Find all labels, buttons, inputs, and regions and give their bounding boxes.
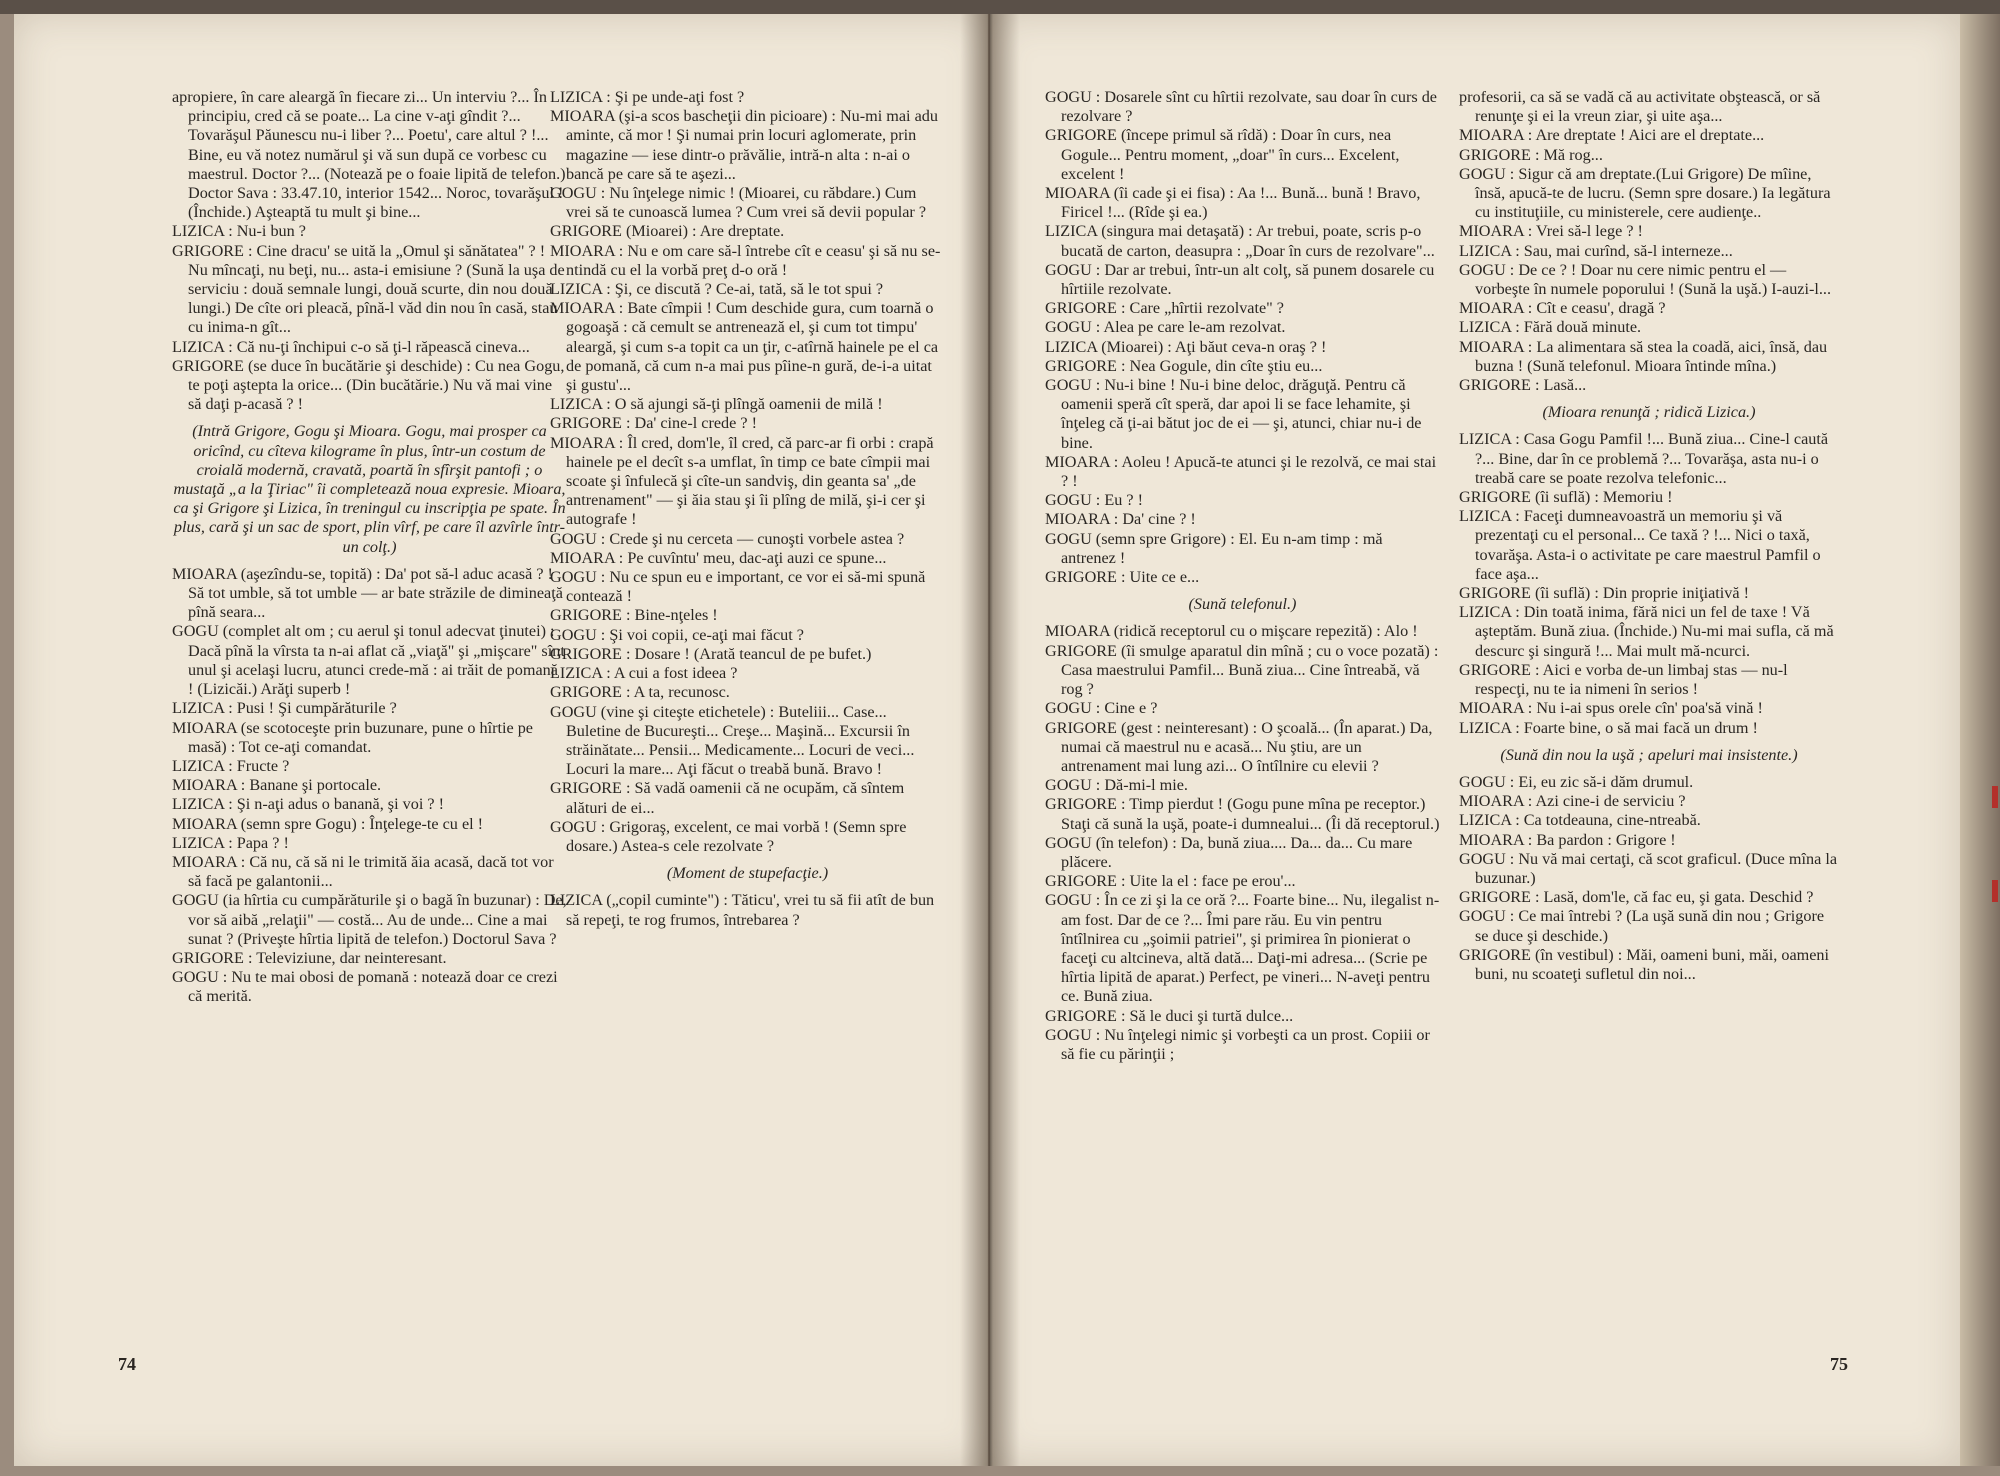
dialogue-line: LIZICA : Fără două minute.: [1459, 318, 1642, 337]
dialogue-line: GRIGORE : Lasă...: [1459, 376, 1587, 395]
dialogue-line: MIOARA : Bate cîmpii ! Cum deschide gura, cum toarnă o gogoaşă : că cemult se antrenează el, şi cum tot timpu' aleargă, şi cum s-a topit ca un ţir, c-atîrnă hainele pe el ca de pomană, că cum n-a mai pus pîine-n gură, de-i-a uitat şi gustu'...: [550, 299, 939, 395]
dialogue-line: GOGU : Alea pe care le-am rezolvat.: [1045, 318, 1286, 337]
dialogue-line: apropiere, în care aleargă în fiecare zi... Un interviu ?... În principiu, cred că se poate... La cine v-aţi gîndit ?... Tovarăşul Păunescu nu-i liber ?... Poetu', care altul ? !... Bine, eu vă notez numărul şi vă sun după ce vorbesc cu maestrul. Doctor ?... (Notează pe o foaie lipită de telefon.) Doctor Sava : 33.47.10, interior 1542... Noroc, tovarăşul ! (Închide.) Aşteaptă tu mult şi bine...: [172, 88, 566, 222]
dialogue-line: LIZICA : Că nu-ţi închipui c-o să ţi-l răpească cineva...: [172, 337, 530, 356]
dialogue-line: GOGU : Crede şi nu cerceta — cunoşti vorbele astea ?: [550, 529, 905, 548]
dialogue-line: GRIGORE : Cine dracu' se uită la „Omul şi sănătatea" ? ! Nu mîncaţi, nu beţi, nu... asta-i emisiune ? (Sună la uşa de serviciu : două semnale lungi, două scurte, din nou două lungi.) De cîte ori pleacă, pînă-l văd din nou în casă, stau cu inima-n gît...: [172, 241, 565, 337]
dialogue-line: MIOARA : Vrei să-l lege ? !: [1459, 222, 1643, 241]
dialogue-line: GOGU (complet alt om ; cu aerul şi tonul adecvat ţinutei) : Dacă pînă la vîrsta ta n-ai aflat că „viaţă" şi „mişcare" sînt unul şi acelaşi lucru, atunci crede-mă : ai trăit de pomană ! (Lizicăi.) Arăţi superb !: [172, 622, 565, 699]
dialogue-line: GOGU : Cine e ?: [1045, 699, 1158, 718]
dialogue-line: LIZICA : Ca totdeauna, cine-ntreabă.: [1459, 811, 1701, 830]
left-page-column-1: [172, 88, 567, 1007]
red-bookmark-mark: [1992, 786, 1998, 808]
dialogue-line: GOGU (în telefon) : Da, bună ziua.... Da... da... Cu mare plăcere.: [1045, 833, 1413, 871]
dialogue-line: GRIGORE : Da' cine-l crede ? !: [550, 414, 757, 433]
dialogue-line: GOGU : Eu ? !: [1045, 491, 1144, 510]
dialogue-line: MIOARA : Îl cred, dom'le, îl cred, că parc-ar fi orbi : crapă hainele pe el decît s-a umflat, în timp ce bate cîmpii mai scoate şi înfulecă şi cîte-un sandviş, din geanta sa' „de antrenament" — şi ăia stau şi îi plîng de milă, şi-i cer şi autografe !: [550, 433, 934, 529]
dialogue-line: GRIGORE : Mă rog...: [1459, 145, 1603, 164]
page-number-left: 74: [118, 1354, 136, 1374]
dialogue-line: GRIGORE : Televiziune, dar neinteresant.: [172, 948, 447, 967]
stage-direction: (Moment de stupefacţie.): [666, 864, 829, 883]
dialogue-line: GOGU : Dosarele sînt cu hîrtii rezolvate, sau doar în curs de rezolvare ?: [1045, 88, 1437, 126]
right-page-column-1: [1045, 88, 1440, 1064]
dialogue-line: GRIGORE : Uite ce e...: [1045, 568, 1200, 587]
dialogue-line: GRIGORE (îi suflă) : Din proprie iniţiativă !: [1459, 584, 1749, 603]
dialogue-line: GOGU : Nu ce spun eu e important, ce vor ei să-mi spună contează !: [550, 568, 926, 606]
dialogue-line: LIZICA : Şi, ce discută ? Ce-ai, tată, să le tot spui ?: [550, 280, 884, 299]
dialogue-line: MIOARA (ridică receptorul cu o mişcare repezită) : Alo !: [1045, 622, 1418, 641]
dialogue-line: GOGU : Ce mai întrebi ? (La uşă sună din nou ; Grigore se duce şi deschide.): [1459, 907, 1825, 945]
dialogue-line: GRIGORE (Mioarei) : Are dreptate.: [550, 222, 785, 241]
dialogue-line: LIZICA : O să ajungi să-ţi plîngă oamenii de milă !: [550, 395, 883, 414]
dialogue-line: GOGU : Nu înţelege nimic ! (Mioarei, cu răbdare.) Cum vrei să te cunoască lumea ? Cum vrei să devii popular ?: [550, 184, 927, 222]
dialogue-line: LIZICA : Nu-i bun ?: [172, 222, 306, 241]
dialogue-line: GRIGORE : Aici e vorba de-un limbaj stas — nu-l respecţi, nu te ia nimeni în serios !: [1459, 660, 1788, 699]
book-top-edge: [0, 0, 2000, 14]
dialogue-line: GOGU : Ei, eu zic să-i dăm drumul.: [1459, 772, 1694, 791]
dialogue-line: GOGU (ia hîrtia cu cumpărăturile şi o bagă în buzunar) : De, vor să aibă „relaţii" — costă... Au de unde... Cine a mai sunat ? (Priveşte hîrtia lipită de telefon.) Doctorul Sava ?: [172, 891, 567, 948]
dialogue-line: LIZICA : Din toată inima, fără nici un fel de taxe ! Vă aşteptăm. Bună ziua. (Închide.) Nu-mi mai sufla, că mă descurc şi singură !... Mai mult mă-ncurci.: [1459, 603, 1834, 660]
dialogue-line: GOGU : De ce ? ! Doar nu cere nimic pentru el — vorbeşte în numele poporului ! (Sună la uşă.) I-auzi-l...: [1459, 260, 1832, 299]
dialogue-line: GOGU : Sigur că am dreptate.(Lui Grigore) De mîine, însă, apucă-te de lucru. (Semn spre dosare.) Ia legătura cu instituţiile, cu ministerele, cere audienţe..: [1459, 164, 1831, 222]
dialogue-line: LIZICA : Faceţi dumneavoastră un memoriu şi vă prezentaţi cu el personal... Ce taxă ? !... Nici o taxă, tovarăşa. Asta-i o activitate pe care maestrul Pamfil o face aşa...: [1459, 507, 1821, 583]
dialogue-line: GRIGORE : A ta, recunosc.: [550, 683, 730, 702]
dialogue-line: MIOARA : La alimentara să stea la coadă, aici, însă, dau buzna ! (Sună telefonul. Mioara întinde mîna.): [1459, 337, 1828, 375]
dialogue-line: GOGU : Şi voi copii, ce-aţi mai făcut ?: [550, 625, 804, 644]
dialogue-line: GRIGORE : Dosare ! (Arată teancul de pe bufet.): [550, 644, 872, 663]
dialogue-line: GOGU : În ce zi şi la ce oră ?... Foarte bine... Nu, ilegalist n-am fost. Dar de ce ?... Îmi pare rău. Eu vin pentru întîlnirea cu „şoimii patriei", şi primirea în pionierat o faceţi cu altcineva, altă dată... Daţi-mi adresa... (Scrie pe hîrtia lipită de aparat.) Perfect, pe vineri... N-aveţi pentru ce. Bună ziua.: [1045, 891, 1440, 1006]
dialogue-line: GRIGORE : Timp pierdut ! (Gogu pune mîna pe receptor.) Staţi că sună la uşă, poate-i dumnealui... (Îi dă receptorul.): [1045, 795, 1440, 833]
dialogue-line: GOGU (semn spre Grigore) : El. Eu n-am timp : mă antrenez !: [1045, 529, 1383, 567]
dialogue-line: GRIGORE (începe primul să rîdă) : Doar în curs, nea Gogule... Pentru moment, „doar" în curs... Excelent, excelent !: [1045, 126, 1400, 183]
dialogue-line: GOGU : Nu te mai obosi de pomană : notează doar ce crezi că merită.: [172, 968, 558, 1006]
dialogue-line: LIZICA : Şi pe unde-aţi fost ?: [550, 88, 745, 106]
right-page-column-2: [1459, 88, 1839, 984]
red-bookmark-mark: [1992, 880, 1998, 902]
left-page-column-2: [550, 88, 945, 930]
dialogue-line: LIZICA : A cui a fost ideea ?: [550, 664, 738, 683]
dialogue-line: MIOARA (şi-a scos bascheţii din picioare) : Nu-mi mai adu aminte, că mor ! Şi numai prin locuri aglomerate, prin magazine — iese dintr-o prăvălie, intră-n alta : n-ai o bancă pe care să te aşezi...: [550, 107, 938, 183]
dialogue-line: MIOARA : Nu i-ai spus orele cîn' poa'să vină !: [1459, 699, 1763, 718]
dialogue-line: MIOARA : Că nu, că să ni le trimită ăia acasă, dacă tot vor să facă pe galantonii...: [172, 852, 554, 891]
dialogue-line: GRIGORE : Bine-nţeles !: [550, 606, 718, 625]
dialogue-line: MIOARA (semn spre Gogu) : Înţelege-te cu el !: [172, 814, 484, 833]
dialogue-line: LIZICA : Fructe ?: [172, 756, 290, 775]
dialogue-line: GRIGORE : Să vadă oamenii că ne ocupăm, că sîntem alături de ei...: [550, 779, 905, 817]
page-number-right: 75: [1830, 1354, 1848, 1374]
dialogue-line: GOGU : Nu vă mai certaţi, că scot graficul. (Duce mîna la buzunar.): [1459, 849, 1838, 887]
dialogue-line: MIOARA (îi cade şi ei fisa) : Aa !... Bună... bună ! Bravo, Firicel !... (Rîde şi ea.): [1045, 184, 1421, 222]
dialogue-line: GOGU : Grigoraş, excelent, ce mai vorbă ! (Semn spre dosare.) Astea-s cele rezolvate ?: [550, 817, 907, 855]
book-cover-edge: [1960, 14, 2000, 1466]
dialogue-line: MIOARA : Pe cuvîntu' meu, dac-aţi auzi ce spune...: [550, 548, 887, 567]
stage-direction: (Mioara renunţă ; ridică Lizica.): [1542, 403, 1756, 422]
dialogue-line: profesorii, ca să se vadă că au activitate obştească, or să renunţe şi ei la vreun ziar, şi uite aşa...: [1459, 88, 1821, 126]
dialogue-line: GOGU : Dar ar trebui, într-un alt colţ, să punem dosarele cu hîrtiile rezolvate.: [1045, 260, 1435, 299]
dialogue-line: GRIGORE (gest : neinteresant) : O şcoală... (În aparat.) Da, numai că maestrul nu e acasă... Nu ştiu, are un antrenament mai lung azi... O întîlnire cu elevii ?: [1045, 718, 1433, 775]
dialogue-line: MIOARA : Ba pardon : Grigore !: [1459, 830, 1676, 849]
dialogue-line: LIZICA : Casa Gogu Pamfil !... Bună ziua... Cine-l caută ?... Bine, dar în ce problemă ?... Tovarăşa, asta nu-i o treabă care se poate rezolva telefonic...: [1459, 430, 1829, 487]
dialogue-line: LIZICA : Sau, mai curînd, să-l interneze...: [1459, 241, 1733, 260]
dialogue-line: LIZICA (singura mai detaşată) : Ar trebui, poate, scris p-o bucată de carton, deasupra : „Doar în curs de rezolvare"...: [1045, 222, 1435, 260]
book-gutter: [960, 14, 1020, 1466]
dialogue-line: MIOARA : Azi cine-i de serviciu ?: [1459, 792, 1686, 811]
stage-direction: (Intră Grigore, Gogu şi Mioara. Gogu, mai prosper ca oricînd, cu cîteva kilograme în plus, într-un costum de croială modernă, cravată, poartă în sfîrşit pantofi ; o mustaţă „a la Ţiriac" îi completează noua expresie. Mioara, ca şi Grigore şi Lizica, în treningul cu inscripţia pe spate. În plus, cară şi un sac de sport, plin vîrf, pe care îl azvîrle într-un colţ.): [173, 422, 566, 556]
dialogue-line: LIZICA : Şi n-aţi adus o banană, şi voi ? !: [172, 795, 444, 814]
stage-direction: (Sună telefonul.): [1188, 595, 1297, 614]
dialogue-line: MIOARA : Are dreptate ! Aici are el dreptate...: [1459, 126, 1765, 145]
dialogue-line: MIOARA : Nu e om care să-l întrebe cît e ceasu' şi să nu se-ntindă cu el la vorbă preţ d-o oră !: [550, 241, 941, 279]
dialogue-line: MIOARA : Aoleu ! Apucă-te atunci şi le rezolvă, ce mai stai ? !: [1045, 452, 1437, 491]
dialogue-line: LIZICA („copil cuminte") : Tăticu', vrei tu să fii atît de bun să repeţi, te rog frumos, întrebarea ?: [550, 891, 935, 929]
dialogue-line: MIOARA (se scotoceşte prin buzunare, pune o hîrtie pe masă) : Tot ce-aţi comandat.: [172, 718, 533, 756]
dialogue-line: GRIGORE (îi smulge aparatul din mînă ; cu o voce pozată) : Casa maestrului Pamfil... Bună ziua... Cine întreabă, vă rog ?: [1045, 641, 1439, 699]
dialogue-line: GRIGORE : Care „hîrtii rezolvate" ?: [1045, 299, 1284, 318]
dialogue-line: GRIGORE : Lasă, dom'le, că fac eu, şi gata. Deschid ?: [1459, 888, 1814, 907]
dialogue-line: LIZICA (Mioarei) : Aţi băut ceva-n oraş ? !: [1045, 337, 1327, 356]
dialogue-line: GRIGORE : Nea Gogule, din cîte ştiu eu...: [1045, 356, 1323, 375]
dialogue-line: MIOARA : Da' cine ? !: [1045, 510, 1196, 529]
dialogue-line: GOGU (vine şi citeşte etichetele) : Buteliii... Case... Buletine de Bucureşti... Creşe... Maşină... Excursii în străinătate... Pensii... Medicamente... Locuri de veci... Locuri la mare... Aţi făcut o treabă bună. Bravo !: [550, 702, 915, 779]
dialogue-line: LIZICA : Papa ? !: [172, 833, 289, 852]
dialogue-line: MIOARA (aşezîndu-se, topită) : Da' pot să-l aduc acasă ? ! Să tot umble, să tot umble — ar bate străzile de dimineaţă pînă seara...: [172, 564, 563, 622]
dialogue-line: GRIGORE : Uite la el : face pe erou'...: [1045, 872, 1296, 891]
dialogue-line: LIZICA : Foarte bine, o să mai facă un drum !: [1459, 718, 1758, 737]
dialogue-line: GRIGORE : Să le duci şi turtă dulce...: [1045, 1006, 1294, 1025]
dialogue-line: GOGU : Dă-mi-l mie.: [1045, 776, 1188, 795]
dialogue-line: GRIGORE (îi suflă) : Memoriu !: [1459, 488, 1673, 507]
dialogue-line: MIOARA : Banane şi portocale.: [172, 776, 382, 795]
dialogue-line: GRIGORE (în vestibul) : Măi, oameni buni, măi, oameni buni, nu scoateţi sufletul din noi...: [1459, 945, 1830, 983]
dialogue-line: GRIGORE (se duce în bucătărie şi deschide) : Cu nea Gogu, te poţi aştepta la orice... (Din bucătărie.) Nu vă mai vine să daţi p-acasă ? !: [172, 356, 565, 414]
dialogue-line: GOGU : Nu înţelegi nimic şi vorbeşti ca un prost. Copiii or să fie cu părinţii ;: [1045, 1025, 1430, 1063]
stage-direction: (Sună din nou la uşă ; apeluri mai insistente.): [1500, 745, 1798, 764]
dialogue-line: MIOARA : Cît e ceasu', dragă ?: [1459, 299, 1666, 318]
dialogue-line: LIZICA : Pusi ! Şi cumpărăturile ?: [172, 699, 397, 718]
dialogue-line: GOGU : Nu-i bine ! Nu-i bine deloc, drăguţă. Pentru că oamenii speră cît speră, dar apoi li se face lehamite, şi înţeleg că ţi-ai bătut joc de ei — şi, atunci, chiar nu-i de bine.: [1045, 376, 1422, 452]
